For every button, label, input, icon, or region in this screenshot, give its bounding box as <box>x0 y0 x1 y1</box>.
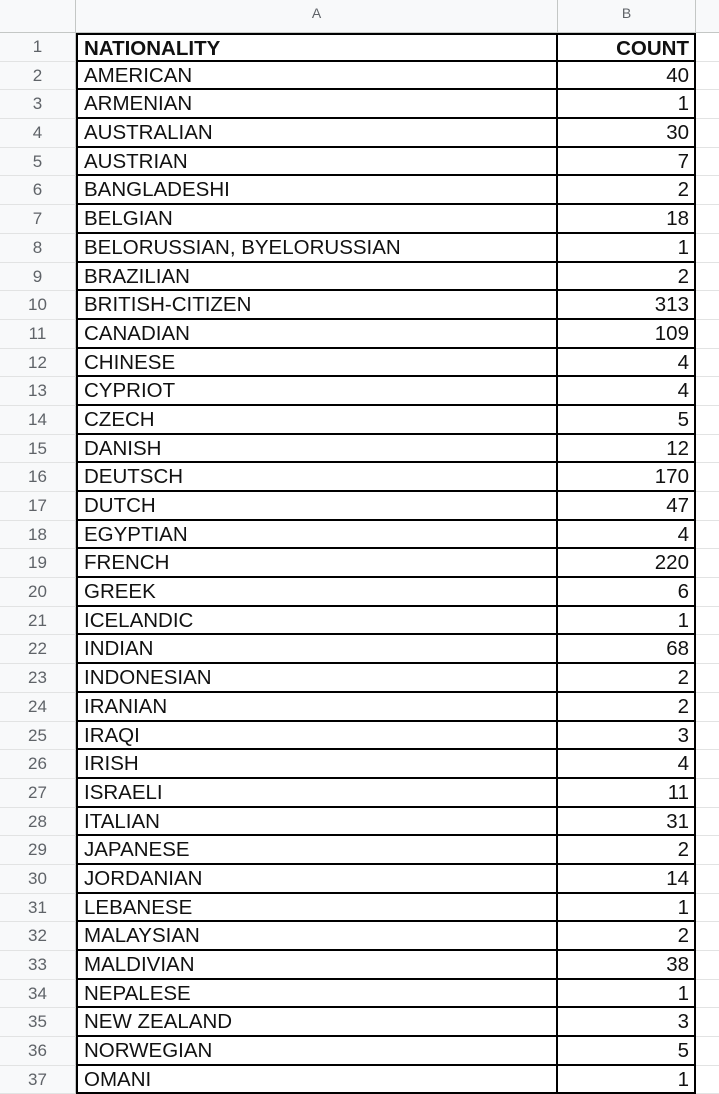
table-row <box>0 349 719 378</box>
cell-nationality[interactable]: NORWEGIAN <box>76 1037 558 1066</box>
cell-count[interactable]: 6 <box>558 578 696 607</box>
empty-cell[interactable] <box>696 693 719 722</box>
table-row <box>0 693 719 722</box>
row-number[interactable]: 37 <box>0 1066 76 1094</box>
cell-nationality[interactable]: BELORUSSIAN, BYELORUSSIAN <box>76 234 558 263</box>
empty-cell[interactable] <box>696 894 719 923</box>
empty-cell[interactable] <box>696 980 719 1009</box>
cell-nationality[interactable]: BRAZILIAN <box>76 263 558 292</box>
table-row <box>0 62 719 91</box>
cell-count[interactable]: 3 <box>558 1008 696 1037</box>
cell-nationality[interactable]: ISRAELI <box>76 779 558 808</box>
empty-cell[interactable] <box>696 463 719 492</box>
empty-cell[interactable] <box>696 836 719 865</box>
table-row <box>0 119 719 148</box>
row-number[interactable]: 25 <box>0 722 76 751</box>
empty-cell[interactable] <box>696 922 719 951</box>
cell-nationality[interactable]: IRISH <box>76 750 558 779</box>
empty-cell[interactable] <box>696 119 719 148</box>
row-number[interactable]: 28 <box>0 808 76 837</box>
cell-nationality[interactable]: LEBANESE <box>76 894 558 923</box>
row-number[interactable]: 1 <box>0 33 76 62</box>
cell-nationality[interactable]: JAPANESE <box>76 836 558 865</box>
table-row <box>0 1008 719 1037</box>
cell-count[interactable]: 1 <box>558 234 696 263</box>
row-number[interactable]: 23 <box>0 664 76 693</box>
cell-nationality[interactable]: BRITISH-CITIZEN <box>76 291 558 320</box>
row-number[interactable]: 31 <box>0 894 76 923</box>
table-row <box>0 750 719 779</box>
table-row <box>0 1066 719 1094</box>
cell-nationality[interactable]: CHINESE <box>76 349 558 378</box>
row-number[interactable]: 17 <box>0 492 76 521</box>
table-row <box>0 578 719 607</box>
empty-cell[interactable] <box>696 205 719 234</box>
cell-nationality[interactable]: IRANIAN <box>76 693 558 722</box>
cell-count[interactable]: 4 <box>558 349 696 378</box>
row-number[interactable]: 4 <box>0 119 76 148</box>
cell-nationality[interactable]: NEPALESE <box>76 980 558 1009</box>
cell-nationality[interactable]: INDIAN <box>76 635 558 664</box>
cell-nationality[interactable]: GREEK <box>76 578 558 607</box>
cell-nationality[interactable]: FRENCH <box>76 549 558 578</box>
empty-cell[interactable] <box>696 33 719 62</box>
cell-nationality[interactable]: BANGLADESHI <box>76 176 558 205</box>
row-number[interactable]: 26 <box>0 750 76 779</box>
row-number[interactable]: 13 <box>0 377 76 406</box>
cell-count[interactable]: 1 <box>558 894 696 923</box>
cell-count[interactable]: 68 <box>558 635 696 664</box>
table-row <box>0 377 719 406</box>
table-row <box>0 836 719 865</box>
row-number[interactable]: 8 <box>0 234 76 263</box>
empty-cell[interactable] <box>696 1066 719 1094</box>
empty-cell[interactable] <box>696 951 719 980</box>
cell-nationality[interactable]: AUSTRALIAN <box>76 119 558 148</box>
row-number[interactable]: 24 <box>0 693 76 722</box>
table-row <box>0 33 719 62</box>
cell-count[interactable]: 1 <box>558 980 696 1009</box>
cell-count[interactable]: 12 <box>558 435 696 464</box>
row-number[interactable]: 22 <box>0 635 76 664</box>
cell-count[interactable]: 2 <box>558 263 696 292</box>
cell-nationality[interactable]: CANADIAN <box>76 320 558 349</box>
row-number[interactable]: 20 <box>0 578 76 607</box>
table-row <box>0 263 719 292</box>
cell-count[interactable]: 2 <box>558 664 696 693</box>
cell-count[interactable]: 3 <box>558 722 696 751</box>
empty-cell[interactable] <box>696 291 719 320</box>
row-number[interactable]: 6 <box>0 176 76 205</box>
cell-count[interactable]: 1 <box>558 90 696 119</box>
cell-count[interactable]: 18 <box>558 205 696 234</box>
cell-nationality[interactable]: AUSTRIAN <box>76 148 558 177</box>
empty-cell[interactable] <box>696 492 719 521</box>
table-row <box>0 463 719 492</box>
table-row <box>0 607 719 636</box>
cell-nationality[interactable]: JORDANIAN <box>76 865 558 894</box>
empty-cell[interactable] <box>696 176 719 205</box>
table-row <box>0 90 719 119</box>
cell-count[interactable]: 170 <box>558 463 696 492</box>
cell-nationality[interactable]: ITALIAN <box>76 808 558 837</box>
table-row <box>0 234 719 263</box>
table-row <box>0 492 719 521</box>
empty-cell[interactable] <box>696 808 719 837</box>
empty-cell[interactable] <box>696 320 719 349</box>
empty-cell[interactable] <box>696 1037 719 1066</box>
cell-count[interactable]: 14 <box>558 865 696 894</box>
row-number[interactable]: 14 <box>0 406 76 435</box>
column-header-b[interactable]: B <box>558 0 696 32</box>
empty-cell[interactable] <box>696 148 719 177</box>
cell-count[interactable]: 5 <box>558 1037 696 1066</box>
row-number[interactable]: 30 <box>0 865 76 894</box>
cell-count[interactable]: 47 <box>558 492 696 521</box>
cell-count[interactable]: 31 <box>558 808 696 837</box>
table-row <box>0 406 719 435</box>
table-row <box>0 808 719 837</box>
row-number[interactable]: 27 <box>0 779 76 808</box>
empty-cell[interactable] <box>696 607 719 636</box>
cell-nationality[interactable]: DEUTSCH <box>76 463 558 492</box>
row-number[interactable]: 7 <box>0 205 76 234</box>
row-number[interactable]: 34 <box>0 980 76 1009</box>
cell-count[interactable]: 1 <box>558 607 696 636</box>
cell-nationality[interactable]: DANISH <box>76 435 558 464</box>
table-row <box>0 722 719 751</box>
row-number[interactable]: 32 <box>0 922 76 951</box>
table-row <box>0 865 719 894</box>
cell-count[interactable]: 5 <box>558 406 696 435</box>
table-row <box>0 435 719 464</box>
empty-cell[interactable] <box>696 521 719 550</box>
header-cell-nationality[interactable]: NATIONALITY <box>76 33 558 62</box>
cell-nationality[interactable]: MALAYSIAN <box>76 922 558 951</box>
table-row <box>0 922 719 951</box>
cell-count[interactable]: 38 <box>558 951 696 980</box>
empty-cell[interactable] <box>696 865 719 894</box>
row-number[interactable]: 5 <box>0 148 76 177</box>
table-row <box>0 951 719 980</box>
cell-nationality[interactable]: INDONESIAN <box>76 664 558 693</box>
empty-cell[interactable] <box>696 664 719 693</box>
column-header-row <box>0 0 719 33</box>
cell-nationality[interactable]: IRAQI <box>76 722 558 751</box>
cell-count[interactable]: 1 <box>558 1066 696 1094</box>
empty-cell[interactable] <box>696 722 719 751</box>
row-number[interactable]: 3 <box>0 90 76 119</box>
row-number[interactable]: 2 <box>0 62 76 91</box>
row-number[interactable]: 29 <box>0 836 76 865</box>
table-row <box>0 894 719 923</box>
column-header-c[interactable] <box>696 0 719 32</box>
cell-count[interactable]: 2 <box>558 922 696 951</box>
table-row <box>0 635 719 664</box>
grid-rows <box>0 33 719 1094</box>
table-row <box>0 521 719 550</box>
cell-nationality[interactable]: DUTCH <box>76 492 558 521</box>
cell-nationality[interactable]: CYPRIOT <box>76 377 558 406</box>
row-number[interactable]: 9 <box>0 263 76 292</box>
cell-count[interactable]: 4 <box>558 377 696 406</box>
cell-nationality[interactable]: EGYPTIAN <box>76 521 558 550</box>
table-row <box>0 291 719 320</box>
row-number[interactable]: 12 <box>0 349 76 378</box>
cell-nationality[interactable]: ARMENIAN <box>76 90 558 119</box>
table-row <box>0 205 719 234</box>
cell-count[interactable]: 7 <box>558 148 696 177</box>
table-row <box>0 320 719 349</box>
table-row <box>0 148 719 177</box>
cell-nationality[interactable]: CZECH <box>76 406 558 435</box>
cell-count[interactable]: 2 <box>558 176 696 205</box>
empty-cell[interactable] <box>696 635 719 664</box>
row-number[interactable]: 10 <box>0 291 76 320</box>
empty-cell[interactable] <box>696 549 719 578</box>
empty-cell[interactable] <box>696 234 719 263</box>
empty-cell[interactable] <box>696 406 719 435</box>
cell-count[interactable]: 30 <box>558 119 696 148</box>
cell-count[interactable]: 40 <box>558 62 696 91</box>
cell-nationality[interactable]: ICELANDIC <box>76 607 558 636</box>
cell-count[interactable]: 11 <box>558 779 696 808</box>
cell-count[interactable]: 2 <box>558 693 696 722</box>
cell-nationality[interactable]: MALDIVIAN <box>76 951 558 980</box>
empty-cell[interactable] <box>696 90 719 119</box>
row-number[interactable]: 21 <box>0 607 76 636</box>
cell-nationality[interactable]: AMERICAN <box>76 62 558 91</box>
table-row <box>0 664 719 693</box>
empty-cell[interactable] <box>696 779 719 808</box>
row-number[interactable]: 11 <box>0 320 76 349</box>
row-number[interactable]: 33 <box>0 951 76 980</box>
table-row <box>0 1037 719 1066</box>
cell-count[interactable]: 2 <box>558 836 696 865</box>
table-row <box>0 176 719 205</box>
cell-nationality[interactable]: BELGIAN <box>76 205 558 234</box>
cell-nationality[interactable]: NEW ZEALAND <box>76 1008 558 1037</box>
empty-cell[interactable] <box>696 578 719 607</box>
empty-cell[interactable] <box>696 750 719 779</box>
cell-nationality[interactable]: OMANI <box>76 1066 558 1094</box>
column-header-a[interactable]: A <box>76 0 558 32</box>
empty-cell[interactable] <box>696 1008 719 1037</box>
empty-cell[interactable] <box>696 435 719 464</box>
table-row <box>0 980 719 1009</box>
cell-count[interactable]: 109 <box>558 320 696 349</box>
cell-count[interactable]: 313 <box>558 291 696 320</box>
table-row <box>0 549 719 578</box>
row-number[interactable]: 16 <box>0 463 76 492</box>
select-all-corner[interactable] <box>0 0 76 32</box>
row-number[interactable]: 36 <box>0 1037 76 1066</box>
header-cell-count[interactable]: COUNT <box>558 33 696 62</box>
empty-cell[interactable] <box>696 349 719 378</box>
table-row <box>0 779 719 808</box>
empty-cell[interactable] <box>696 62 719 91</box>
empty-cell[interactable] <box>696 263 719 292</box>
cell-count[interactable]: 4 <box>558 521 696 550</box>
row-number[interactable]: 35 <box>0 1008 76 1037</box>
row-number[interactable]: 15 <box>0 435 76 464</box>
row-number[interactable]: 19 <box>0 549 76 578</box>
cell-count[interactable]: 220 <box>558 549 696 578</box>
empty-cell[interactable] <box>696 377 719 406</box>
row-number[interactable]: 18 <box>0 521 76 550</box>
cell-count[interactable]: 4 <box>558 750 696 779</box>
